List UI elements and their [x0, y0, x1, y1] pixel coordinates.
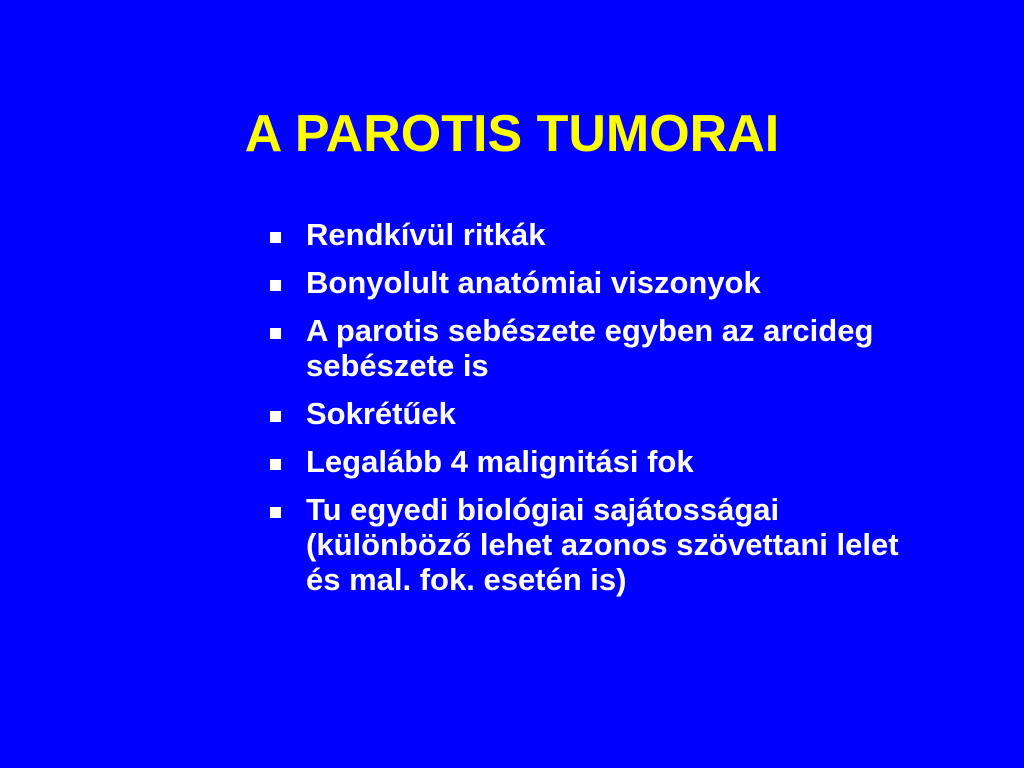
square-bullet-icon — [270, 411, 281, 422]
bullet-item — [268, 396, 968, 431]
slide-title: A PAROTIS TUMORAI — [244, 105, 780, 163]
bullet-text: Legalább 4 malignitási fok — [306, 444, 694, 479]
bullet-text: Sokrétűek — [306, 396, 456, 431]
square-bullet-icon — [270, 507, 281, 518]
bullet-text: A parotis sebészete egyben az arcideg sebészete is — [306, 313, 874, 383]
bullet-item — [268, 444, 968, 479]
square-bullet-icon — [270, 459, 281, 470]
bullet-text: Bonyolult anatómiai viszonyok — [306, 265, 761, 300]
square-bullet-icon — [270, 232, 281, 243]
bullet-item — [268, 217, 968, 252]
square-bullet-icon — [270, 328, 281, 339]
bullet-text: Tu egyedi biológiai sajátosságai (különböző lehet azonos szövettani lelet és mal. fok. esetén is) — [306, 492, 899, 597]
bullet-item — [268, 265, 968, 300]
bullet-list — [268, 217, 968, 610]
bullet-item — [268, 492, 926, 597]
bullet-text: Rendkívül ritkák — [306, 217, 546, 252]
bullet-item — [268, 313, 906, 383]
square-bullet-icon — [270, 280, 281, 291]
